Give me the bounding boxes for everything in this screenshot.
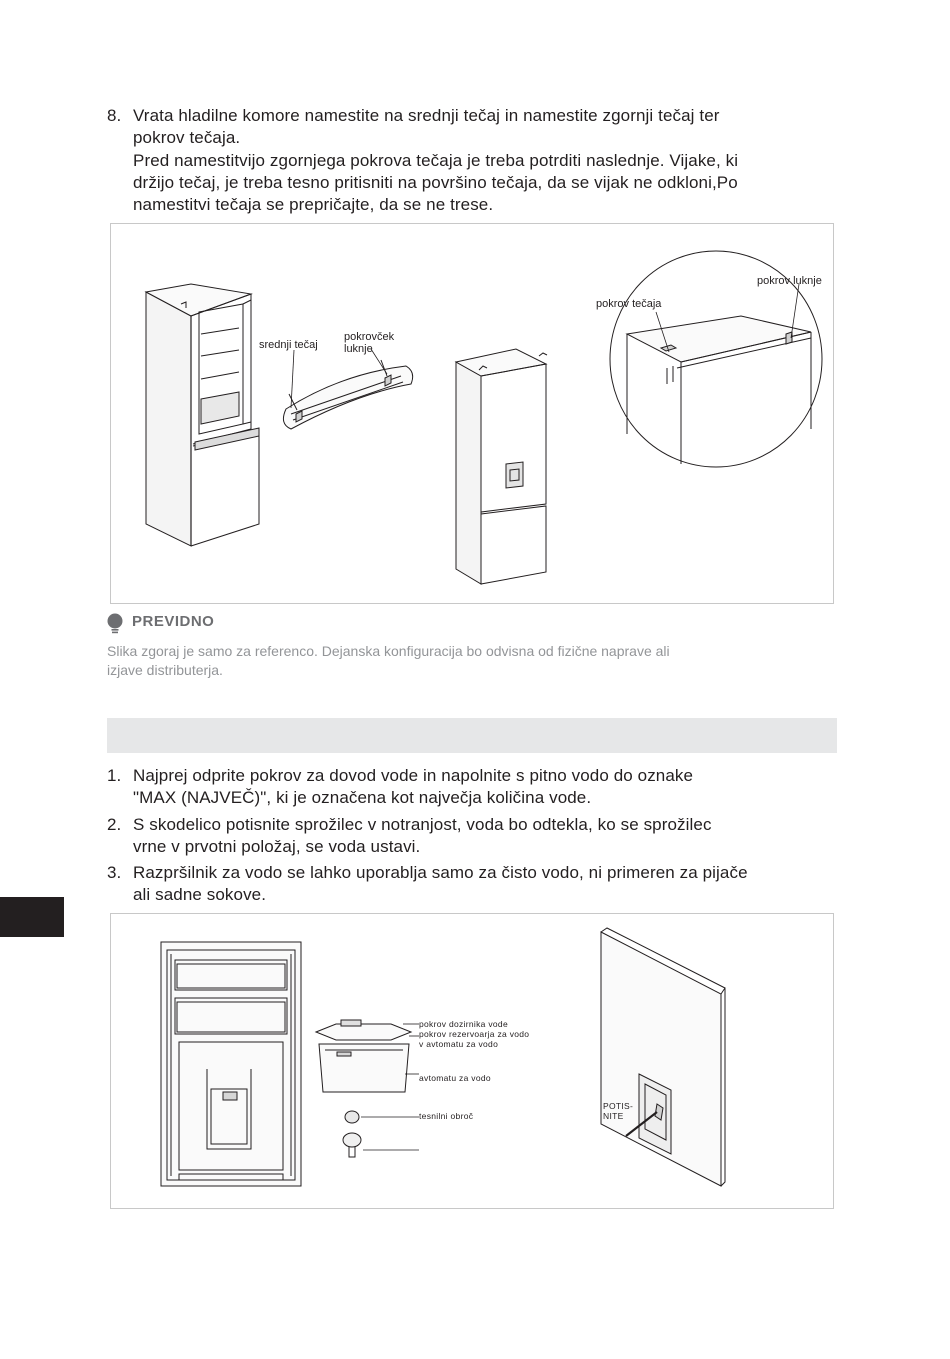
step-text: ali sadne sokove. [133,885,267,904]
step-1 [107,765,847,811]
step-2 [107,814,847,860]
label-potisnite: POTIS- NITE [603,1101,634,1121]
lightbulb-icon [106,613,124,635]
section-header-band [107,718,837,753]
step-text: "MAX (NAJVEČ)", ki je označena kot največja količina vode. [133,788,592,807]
step-number: 8. [107,106,122,125]
label-tesnilni-obroc: tesnilni obroč [419,1111,474,1121]
label-avtomatu-za-vodo: avtomatu za vodo [419,1073,491,1083]
step-8 [107,105,847,215]
side-page-tab [0,897,64,937]
step-text: Najprej odprite pokrov za dovod vode in napolnite s pitno vodo do oznake [133,766,694,785]
step-text: pokrov tečaja. [133,128,241,147]
label-pokrov-luknje: pokrov luknje [757,275,822,287]
step-text: Vrata hladilne komore namestite na srednji tečaj in namestite zgornji tečaj ter [133,106,720,125]
step-text: namestitvi tečaja se prepričajte, da se ne trese. [133,195,494,214]
step-text: vrne v prvotni položaj, se voda ustavi. [133,837,421,856]
step-number: 3. [107,863,122,882]
hinge-illustration [111,224,835,605]
caution-text: Slika zgoraj je samo za referenco. Dejanska konfiguracija bo odvisna od fizične naprave ali izjave distributerja. [107,643,670,678]
caution-title: PREVIDNO [132,613,215,630]
step-number: 1. [107,766,122,785]
figure-hinge-installation [110,223,834,604]
label-pokrovcek-luknje: pokrovček luknje [344,331,395,355]
label-pokrov-tecaja: pokrov tečaja [596,298,662,310]
label-cover-dispenser: pokrov dozirnika vode pokrov rezervoarja za vodo v avtomatu za vodo [419,1019,530,1049]
label-srednji-tecaj: srednji tečaj [259,339,318,351]
step-text: držijo tečaj, je treba tesno pritisniti na površino tečaja, da se vijak ne odkloni,Po [133,173,738,192]
step-text: Pred namestitvijo zgornjega pokrova tečaja je treba potrditi naslednje. Vijake, ki [133,151,739,170]
step-text: Razpršilnik za vodo se lahko uporablja samo za čisto vodo, ni primeren za pijače [133,863,748,882]
step-text: S skodelico potisnite sprožilec v notranjost, voda bo odtekla, ko se sprožilec [133,815,712,834]
step-3 [107,862,847,908]
step-number: 2. [107,815,122,834]
dispenser-illustration [111,914,835,1210]
figure-water-dispenser [110,913,834,1209]
